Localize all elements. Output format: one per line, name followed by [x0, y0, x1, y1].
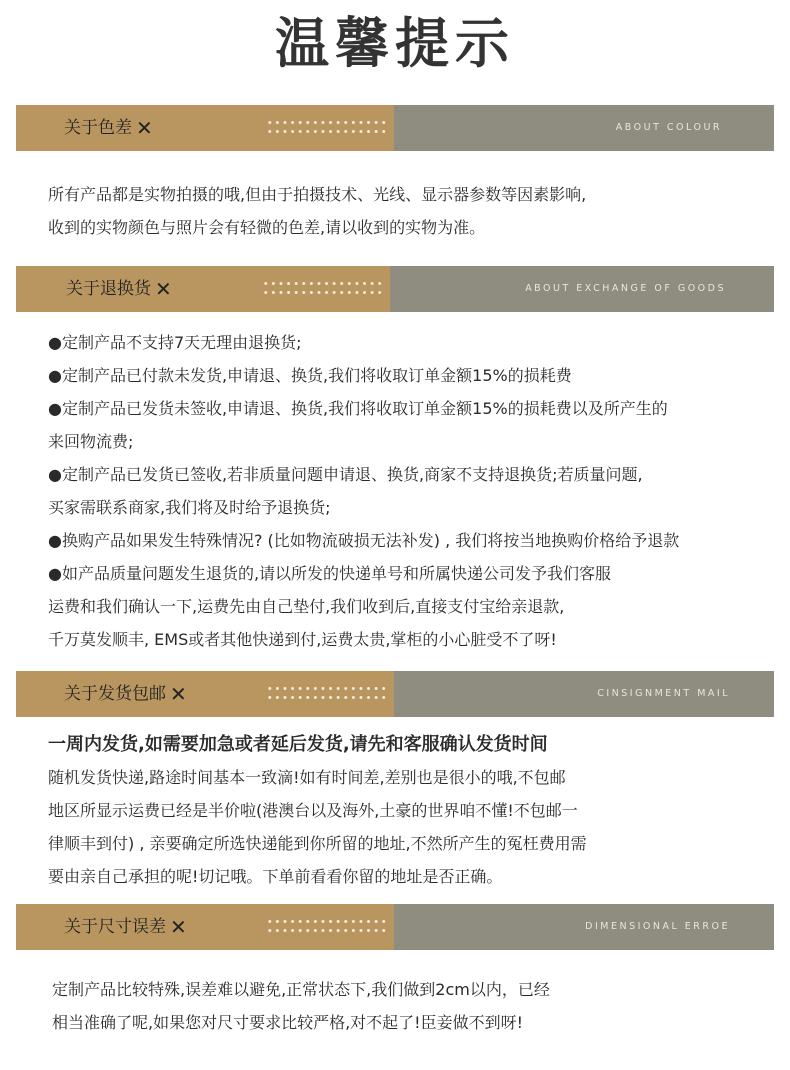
section-body-exchange: [48, 326, 679, 656]
text-line: 定制产品比较特殊,误差难以避免,正常状态下,我们做到2cm以内，已经: [52, 980, 550, 999]
header-left-panel: [16, 904, 394, 950]
section-body-colour: [48, 178, 586, 244]
section-header-colour: [16, 105, 774, 151]
section-english-label: ABOUT EXCHANGE OF GOODS: [525, 283, 726, 294]
section-header-exchange: [16, 266, 774, 312]
text-line: 来回物流费;: [48, 432, 134, 451]
text-line: ●如产品质量问题发生退货的,请以所发的快递单号和所属快递公司发予我们客服: [48, 564, 612, 583]
dots-decoration: [262, 279, 384, 299]
section-body-shipping: [48, 728, 587, 893]
dots-decoration: [266, 684, 388, 704]
text-line: 所有产品都是实物拍摄的哦,但由于拍摄技术、光线、显示器参数等因素影响,: [48, 185, 587, 204]
text-line: ●换购产品如果发生特殊情况? (比如物流破损无法补发) , 我们将按当地换购价格给予退款: [48, 531, 680, 550]
page-title: 温馨提示: [275, 12, 515, 75]
text-line: 运费和我们确认一下,运费先由自己垫付,我们收到后,直接支付宝给亲退款,: [48, 597, 565, 616]
section-label: 关于色差 ✕: [64, 105, 153, 151]
text-line: ●定制产品不支持7天无理由退换货;: [48, 333, 302, 352]
section-header-shipping: [16, 671, 774, 717]
text-line: 相当准确了呢,如果您对尺寸要求比较严格,对不起了!臣妾做不到呀!: [52, 1013, 524, 1032]
header-right-panel: [390, 266, 774, 312]
section-header-dimension: [16, 904, 774, 950]
close-icon: ✕: [170, 915, 187, 939]
text-line: ●定制产品已发货未签收,申请退、换货,我们将收取订单金额15%的损耗费以及所产生的: [48, 399, 668, 418]
text-line: 随机发货快递,路途时间基本一致滴!如有时间差,差别也是很小的哦,不包邮: [48, 768, 566, 787]
section-heading: 一周内发货,如需要加急或者延后发货,请先和客服确认发货时间: [48, 734, 548, 755]
text-line: 要由亲自己承担的呢!切记哦。下单前看看你留的地址是否正确。: [48, 867, 503, 886]
text-line: ●定制产品已发货已签收,若非质量问题申请退、换货,商家不支持退换货;若质量问题,: [48, 465, 643, 484]
close-icon: ✕: [170, 682, 187, 706]
text-line: 买家需联系商家,我们将及时给予退换货;: [48, 498, 331, 517]
text-line: 律顺丰到付) , 亲要确定所选快递能到你所留的地址,不然所产生的冤枉费用需: [48, 834, 587, 853]
header-left-panel: [16, 266, 390, 312]
header-left-panel: [16, 105, 394, 151]
section-label: 关于发货包邮 ✕: [64, 671, 187, 717]
dots-decoration: [266, 917, 388, 937]
text-line: 千万莫发顺丰, EMS或者其他快递到付,运费太贵,掌柜的小心脏受不了呀!: [48, 630, 557, 649]
section-english-label: CINSIGNMENT MAIL: [597, 688, 730, 699]
header-left-panel: [16, 671, 394, 717]
section-english-label: ABOUT COLOUR: [615, 122, 722, 133]
section-body-dimension: [52, 973, 550, 1039]
section-label: 关于尺寸误差 ✕: [64, 904, 187, 950]
section-english-label: DIMENSIONAL ERROE: [585, 921, 730, 932]
section-label: 关于退换货 ✕: [66, 266, 172, 312]
header-right-panel: [394, 105, 774, 151]
text-line: 收到的实物颜色与照片会有轻微的色差,请以收到的实物为准。: [48, 218, 486, 237]
text-line: ●定制产品已付款未发货,申请退、换货,我们将收取订单金额15%的损耗费: [48, 366, 572, 385]
header-right-panel: [394, 671, 774, 717]
close-icon: ✕: [155, 277, 172, 301]
close-icon: ✕: [136, 116, 153, 140]
dots-decoration: [266, 118, 388, 138]
text-line: 地区所显示运费已经是半价啦(港澳台以及海外,土豪的世界咱不懂!不包邮一: [48, 801, 578, 820]
header-right-panel: [394, 904, 774, 950]
